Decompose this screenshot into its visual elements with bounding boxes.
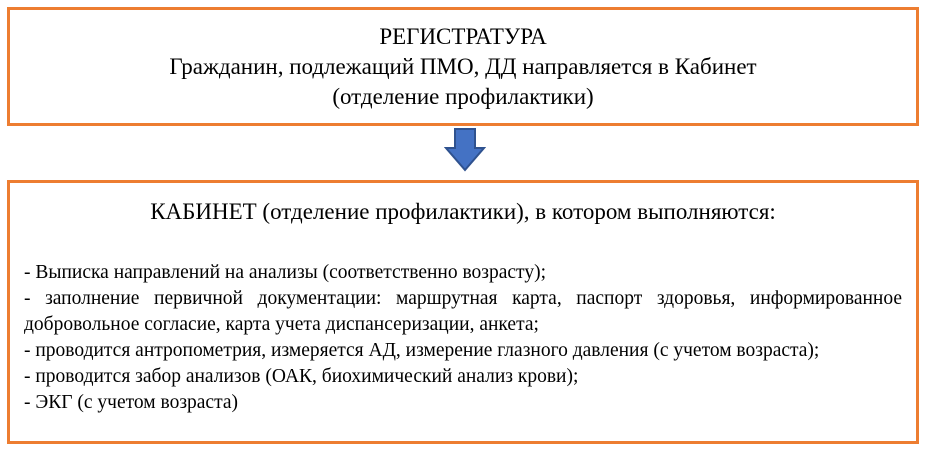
list-item: - проводится забор анализов (ОАК, биохимический анализ крови); — [24, 366, 579, 387]
list-item: - ЭКГ (с учетом возраста) — [24, 392, 238, 413]
registry-title: РЕГИСТРАТУРА — [379, 24, 547, 49]
list-item: - проводится антропометрия, измеряется АД, измерение глазного давления (с учетом возраста); — [24, 340, 820, 361]
registry-line-1: Гражданин, подлежащий ПМО, ДД направляется в Кабинет — [169, 54, 757, 79]
cabinet-title: КАБИНЕТ (отделение профилактики), в котором выполняются: — [150, 199, 776, 224]
list-item: - заполнение первичной документации: маршрутная карта, паспорт здоровья, информированное добровольное согласие, карта учета диспансеризации, анкета; — [24, 288, 902, 335]
registry-line-2: (отделение профилактики) — [332, 84, 594, 109]
arrow-down-icon — [444, 128, 486, 172]
registry-box — [7, 7, 919, 126]
list-item: - Выписка направлений на анализы (соответственно возрасту); — [24, 262, 546, 283]
cabinet-box — [7, 180, 919, 444]
arrow-down-shape — [446, 129, 484, 170]
cabinet-task-list — [24, 260, 902, 416]
